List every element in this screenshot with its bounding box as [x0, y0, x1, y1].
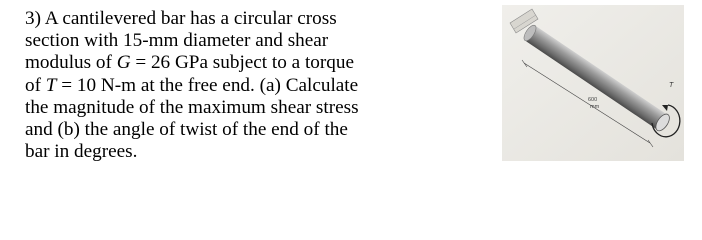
problem-line-3	[25, 52, 465, 74]
line3-post: = 26 GPa subject to a torque	[130, 52, 354, 74]
cantilever-bar-figure	[502, 5, 684, 161]
line4-post: = 10 N-m at the free end. (a) Calculate	[56, 74, 359, 96]
problem-line-6: and (b) the angle of twist of the end of the	[25, 119, 348, 141]
figure-photo	[502, 5, 684, 161]
line3-pre: modulus of	[25, 52, 117, 74]
problem-statement	[25, 8, 465, 163]
problem-line-4	[25, 75, 465, 97]
length-value: 600	[588, 97, 598, 103]
length-unit: mm	[590, 104, 600, 110]
problem-line-1: 3) A cantilevered bar has a circular cross	[25, 8, 337, 29]
shear-modulus-symbol: G	[116, 52, 131, 74]
problem-line-7: bar in degrees.	[25, 141, 138, 163]
line4-pre: of	[25, 74, 46, 96]
problem-line-2: section with 15-mm diameter and shear	[25, 30, 329, 52]
torque-symbol: T	[45, 74, 57, 96]
problem-line-5: the magnitude of the maximum shear stress	[25, 96, 359, 118]
torque-label: T	[669, 82, 674, 89]
